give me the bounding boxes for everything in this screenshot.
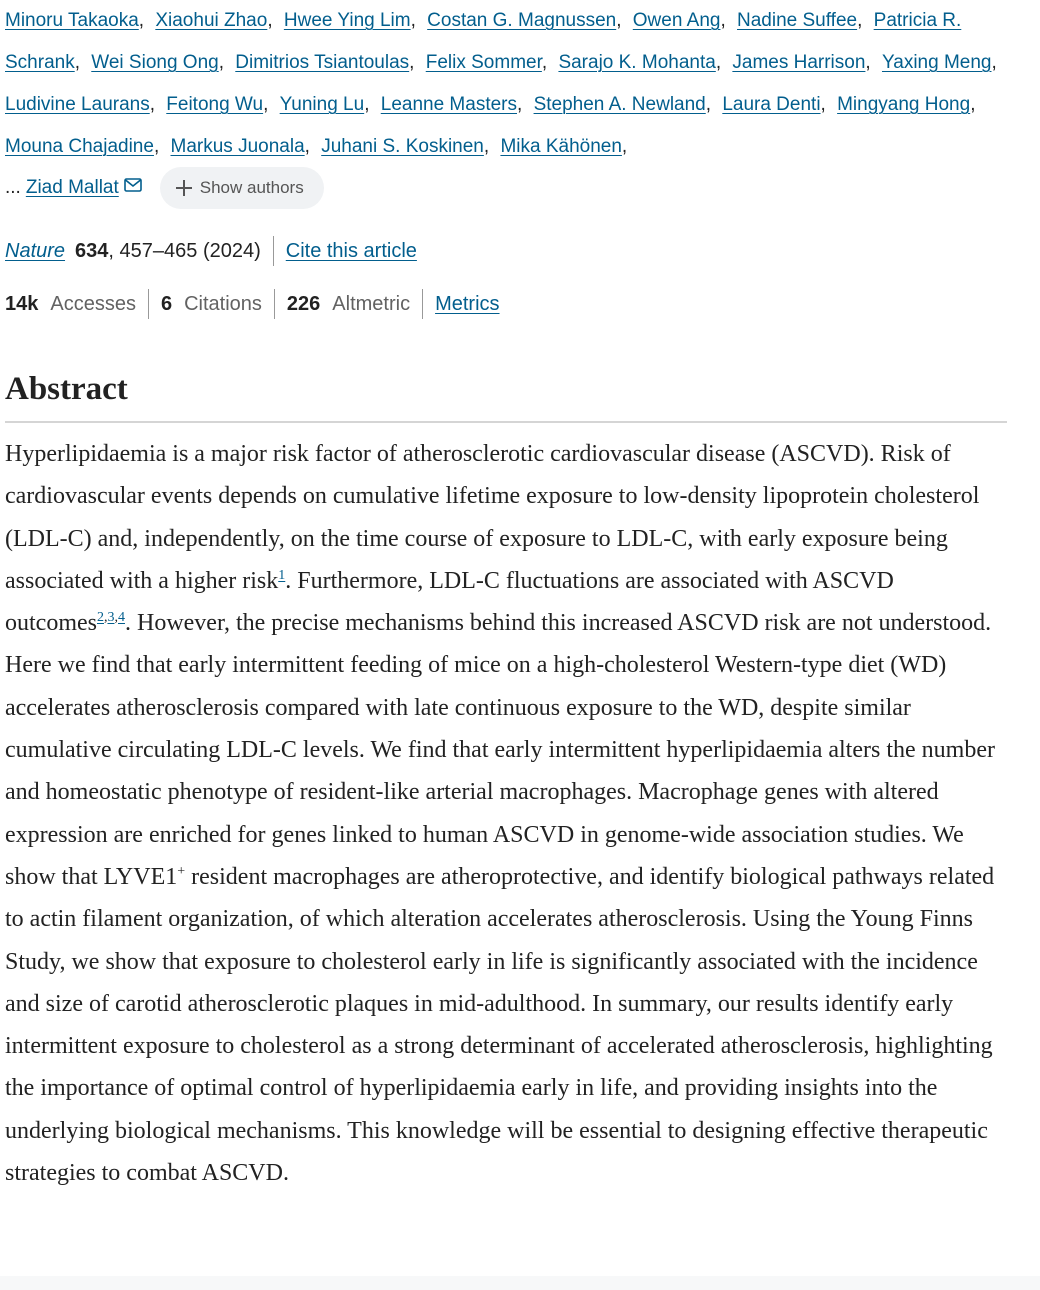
author-separator: , bbox=[970, 94, 976, 115]
author-item bbox=[381, 94, 529, 115]
cite-this-article-link[interactable]: Cite this article bbox=[285, 239, 417, 262]
author-separator: , bbox=[149, 94, 155, 115]
author-separator: , bbox=[705, 94, 712, 115]
author-separator: , bbox=[820, 94, 826, 115]
corresponding-author-link[interactable]: Ziad Mallat bbox=[25, 177, 119, 198]
journal-link[interactable]: Nature bbox=[5, 239, 66, 262]
citation-divider bbox=[273, 236, 274, 266]
metrics-divider bbox=[148, 289, 149, 319]
author-separator: , bbox=[715, 52, 722, 73]
author-item bbox=[5, 10, 150, 31]
author-separator: , bbox=[218, 52, 224, 73]
author-separator: , bbox=[541, 52, 548, 73]
abstract-text bbox=[5, 433, 1015, 1194]
author-item bbox=[737, 10, 868, 31]
author-item bbox=[321, 136, 495, 157]
metrics-link[interactable]: Metrics bbox=[435, 292, 500, 315]
reference-separator: , bbox=[114, 610, 118, 626]
author-link[interactable]: Sarajo K. Mohanta bbox=[558, 52, 716, 73]
author-link[interactable]: Nadine Suffee bbox=[737, 10, 858, 31]
author-item bbox=[235, 52, 420, 73]
author-item bbox=[155, 10, 278, 31]
author-separator: , bbox=[153, 136, 160, 157]
author-link[interactable]: Markus Juonala bbox=[170, 136, 305, 157]
author-separator: , bbox=[857, 10, 863, 31]
author-link[interactable]: Mouna Chajadine bbox=[5, 136, 154, 157]
author-link[interactable]: Mingyang Hong bbox=[837, 94, 971, 115]
author-link[interactable]: Dimitrios Tsiantoulas bbox=[235, 52, 410, 73]
abstract-divider bbox=[5, 421, 1007, 423]
author-separator: , bbox=[364, 94, 370, 115]
author-item bbox=[5, 94, 161, 115]
author-item bbox=[837, 94, 981, 115]
citations-label: Citations bbox=[184, 292, 262, 315]
accesses-count: 14k bbox=[5, 292, 39, 315]
author-link[interactable]: Ludivine Laurans bbox=[5, 94, 150, 115]
author-separator: , bbox=[138, 10, 145, 31]
reference-link-4[interactable]: 4 bbox=[117, 610, 125, 626]
author-item bbox=[171, 136, 316, 157]
author-link[interactable]: Patricia R. Schrank bbox=[5, 10, 962, 73]
author-separator: , bbox=[483, 136, 490, 157]
author-separator: , bbox=[74, 52, 80, 73]
author-link[interactable]: Yuning Lu bbox=[279, 94, 365, 115]
author-separator: , bbox=[409, 52, 415, 73]
altmetric-label: Altmetric bbox=[332, 292, 411, 315]
plus-icon bbox=[176, 180, 192, 196]
author-link[interactable]: Minoru Takaoka bbox=[5, 10, 139, 31]
author-separator: , bbox=[267, 10, 273, 31]
author-item bbox=[166, 94, 274, 115]
show-authors-label: Show authors bbox=[199, 178, 304, 197]
author-link[interactable]: James Harrison bbox=[732, 52, 866, 73]
author-item bbox=[500, 136, 633, 157]
citation-line bbox=[5, 233, 417, 269]
author-item bbox=[722, 94, 832, 115]
abstract-text-part: . Furthermore, LDL-C fluctuations are associated with ASCVD outcomes bbox=[5, 567, 894, 637]
author-item bbox=[426, 52, 553, 73]
authors-ellipsis: ... bbox=[5, 177, 21, 198]
author-link[interactable]: Juhani S. Koskinen bbox=[321, 136, 484, 157]
abstract-text-part: . However, the precise mechanisms behind this increased ASCVD risk are not understood. Here we find that early intermittent feeding of mice on a high-cholesterol Western-type diet (WD) accelerates atherosclerosis compared with late continuous exposure to the WD, despite similar cumulative circulating LDL-C levels. We find that early intermittent hyperlipidaemia alters the number and homeostatic phenotype of resident-like arterial macrophages. Macrophage genes with altered expression are enriched for genes linked to human ASCVD in genome-wide association studies. We show that LYVE1 bbox=[5, 610, 995, 890]
author-item bbox=[732, 52, 876, 73]
author-link[interactable]: Mika Kähönen bbox=[500, 136, 622, 157]
author-list bbox=[5, 0, 1025, 168]
author-item bbox=[534, 94, 717, 115]
author-link[interactable]: Laura Denti bbox=[722, 94, 821, 115]
author-item bbox=[558, 52, 727, 73]
author-item bbox=[633, 10, 732, 31]
author-link[interactable]: Xiaohui Zhao bbox=[155, 10, 268, 31]
reference-link-3[interactable]: 3 bbox=[107, 610, 115, 626]
volume-number: 634 bbox=[75, 239, 109, 262]
envelope-icon[interactable] bbox=[124, 176, 142, 190]
author-link[interactable]: Leanne Masters bbox=[380, 94, 517, 115]
metrics-divider bbox=[422, 289, 423, 319]
author-item bbox=[882, 52, 1003, 73]
citations-count: 6 bbox=[160, 292, 173, 315]
author-separator: , bbox=[991, 52, 997, 73]
show-authors-button[interactable] bbox=[160, 167, 324, 209]
reference-link-1[interactable]: 1 bbox=[278, 567, 286, 583]
author-link[interactable]: Wei Siong Ong bbox=[91, 52, 219, 73]
author-separator: , bbox=[621, 136, 628, 157]
reference-superscript bbox=[97, 610, 125, 625]
author-separator: , bbox=[720, 10, 726, 31]
reference-separator: , bbox=[103, 610, 108, 626]
accesses-label: Accesses bbox=[50, 292, 136, 315]
author-item bbox=[91, 52, 230, 73]
author-separator: , bbox=[410, 10, 416, 31]
author-separator: , bbox=[865, 52, 871, 73]
abstract-text-part: Hyperlipidaemia is a major risk factor of atherosclerotic cardiovascular disease (ASCVD). Risk of cardiovascular events depends on cumulative lifetime exposure to low-density lipoprotein cholesterol (LDL-C) and, independently, on the time course of exposure to LDL-C, with early exposure being associated with a higher risk bbox=[5, 441, 980, 594]
author-link[interactable]: Hwee Ying Lim bbox=[283, 10, 411, 31]
author-separator: , bbox=[263, 94, 269, 115]
author-item bbox=[427, 10, 627, 31]
author-link[interactable]: Yaxing Meng bbox=[881, 52, 992, 73]
bottom-edge bbox=[0, 1276, 1040, 1290]
author-separator: , bbox=[616, 10, 622, 31]
metrics-divider bbox=[274, 289, 275, 319]
altmetric-score: 226 bbox=[286, 292, 321, 315]
plus-superscript: + bbox=[177, 863, 186, 879]
author-item bbox=[280, 94, 376, 115]
author-link[interactable]: Felix Sommer bbox=[425, 52, 542, 73]
pages-year: , 457–465 (2024) bbox=[108, 239, 261, 262]
author-link[interactable]: Stephen A. Newland bbox=[533, 94, 706, 115]
author-link[interactable]: Costan G. Magnussen bbox=[427, 10, 617, 31]
article-metrics bbox=[5, 286, 500, 322]
author-link[interactable]: Feitong Wu bbox=[166, 94, 264, 115]
authors-last-row bbox=[5, 167, 324, 209]
author-link[interactable]: Owen Ang bbox=[632, 10, 721, 31]
author-item bbox=[5, 136, 165, 157]
abstract-heading: Abstract bbox=[5, 371, 128, 407]
reference-link-2[interactable]: 2 bbox=[96, 610, 104, 626]
abstract-text-part: resident macrophages are atheroprotective, and identify biological pathways related to actin filament organization, of which alteration accelerates atherosclerosis. Using the Young Finns Study, we show that exposure to cholesterol early in life is significantly associated with the incidence and size of carotid atherosclerotic plaques in mid-adulthood. In summary, our results identify early intermittent exposure to cholesterol as a strong determinant of accelerated atherosclerosis, highlighting the importance of optimal control of hyperlipidaemia early in life, and providing insights into the underlying biological mechanisms. This knowledge will be essential to designing effective therapeutic strategies to combat ASCVD. bbox=[5, 863, 995, 1187]
author-separator: , bbox=[517, 94, 523, 115]
author-separator: , bbox=[304, 136, 310, 157]
author-item bbox=[284, 10, 422, 31]
